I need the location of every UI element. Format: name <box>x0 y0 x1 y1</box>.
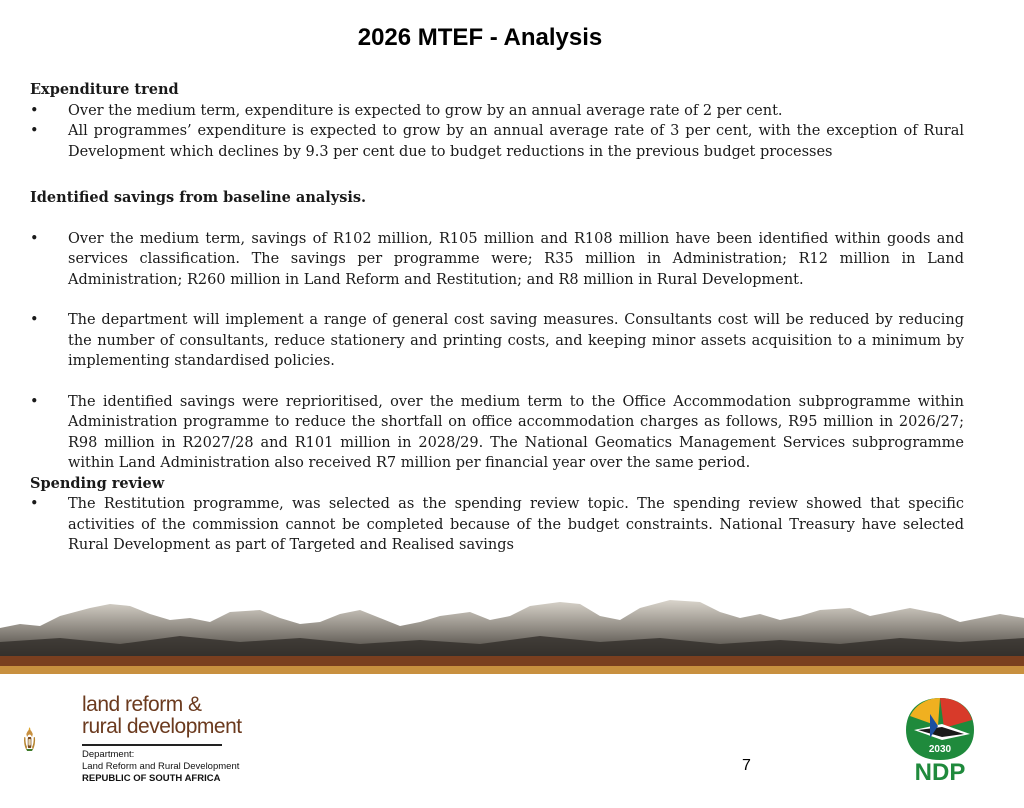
section-heading-savings: Identified savings from baseline analysis. <box>30 189 367 206</box>
section-heading-spending-review: Spending review <box>30 474 165 492</box>
slide-body <box>30 80 964 556</box>
list-item: • The department will implement a range of general cost saving measures. Consultants cost will be reduced by reducing the number of consultants, reduce stationery and printing costs, and keeping minor assets acquisition to a minimum by implementing standardised policies. <box>30 312 964 369</box>
bullet-icon: • <box>30 230 39 247</box>
footer-band-tan <box>0 666 1024 674</box>
footer-band-brown <box>0 656 1024 666</box>
department-wordmark <box>82 694 242 738</box>
department-wordmark-line1: land reform & <box>82 693 202 716</box>
department-divider <box>82 744 222 746</box>
list-item: • The Restitution programme, was selected as the spending review topic. The spending review showed that specific activities of the commission cannot be completed because of the budget constraints. National Treasury have selected Rural Development as part of Targeted and Realised savings <box>30 496 964 553</box>
coat-of-arms-icon <box>22 694 78 786</box>
bullet-icon: • <box>30 312 39 328</box>
ndp-year: 2030 <box>928 744 952 755</box>
bullet-icon: • <box>30 102 39 119</box>
landscape-banner-icon <box>0 598 1024 658</box>
department-wordmark-line2: rural development <box>82 715 242 738</box>
bullet-icon: • <box>30 393 39 410</box>
ndp-logo-text: NDP <box>914 759 966 784</box>
list-item: • The identified savings were reprioritised, over the medium term to the Office Accommodation subprogramme within Administration programme to reduce the shortfall on office accommodation charges as follows, R95 million in 2026/27; R98 million in R2027/28 and R101 million in 2028/29. The National Geomatics Management Services subprogramme within Land Administration also received R7 million per financial year over the same period. <box>30 393 964 471</box>
department-label: Department: <box>82 749 135 760</box>
bullet-icon: • <box>30 496 39 512</box>
country-name: REPUBLIC OF SOUTH AFRICA <box>82 773 221 784</box>
page-number: 7 <box>742 757 751 774</box>
section-heading-expenditure-trend: Expenditure trend <box>30 81 179 98</box>
list-item: • Over the medium term, savings of R102 million, R105 million and R108 million have been identified within goods and services classification. The savings per programme were; R35 million in Administration; R12 million in Land Administration; R260 million in Land Reform and Restitution; and R8 million in Rural Development. <box>30 230 964 288</box>
department-details <box>82 749 239 785</box>
list-item: • All programmes’ expenditure is expected to grow by an annual average rate of 3 per cent, with the exception of Rural Development which declines by 9.3 per cent due to budget reductions in the previous budget processes <box>30 123 964 160</box>
page-title: 2026 MTEF - Analysis <box>357 24 603 51</box>
bullet-icon: • <box>30 123 39 139</box>
ndp-2030-logo-icon <box>904 694 976 784</box>
list-item: • Over the medium term, expenditure is expected to grow by an annual average rate of 2 per cent. <box>30 101 964 122</box>
department-full-name: Land Reform and Rural Development <box>82 761 240 772</box>
